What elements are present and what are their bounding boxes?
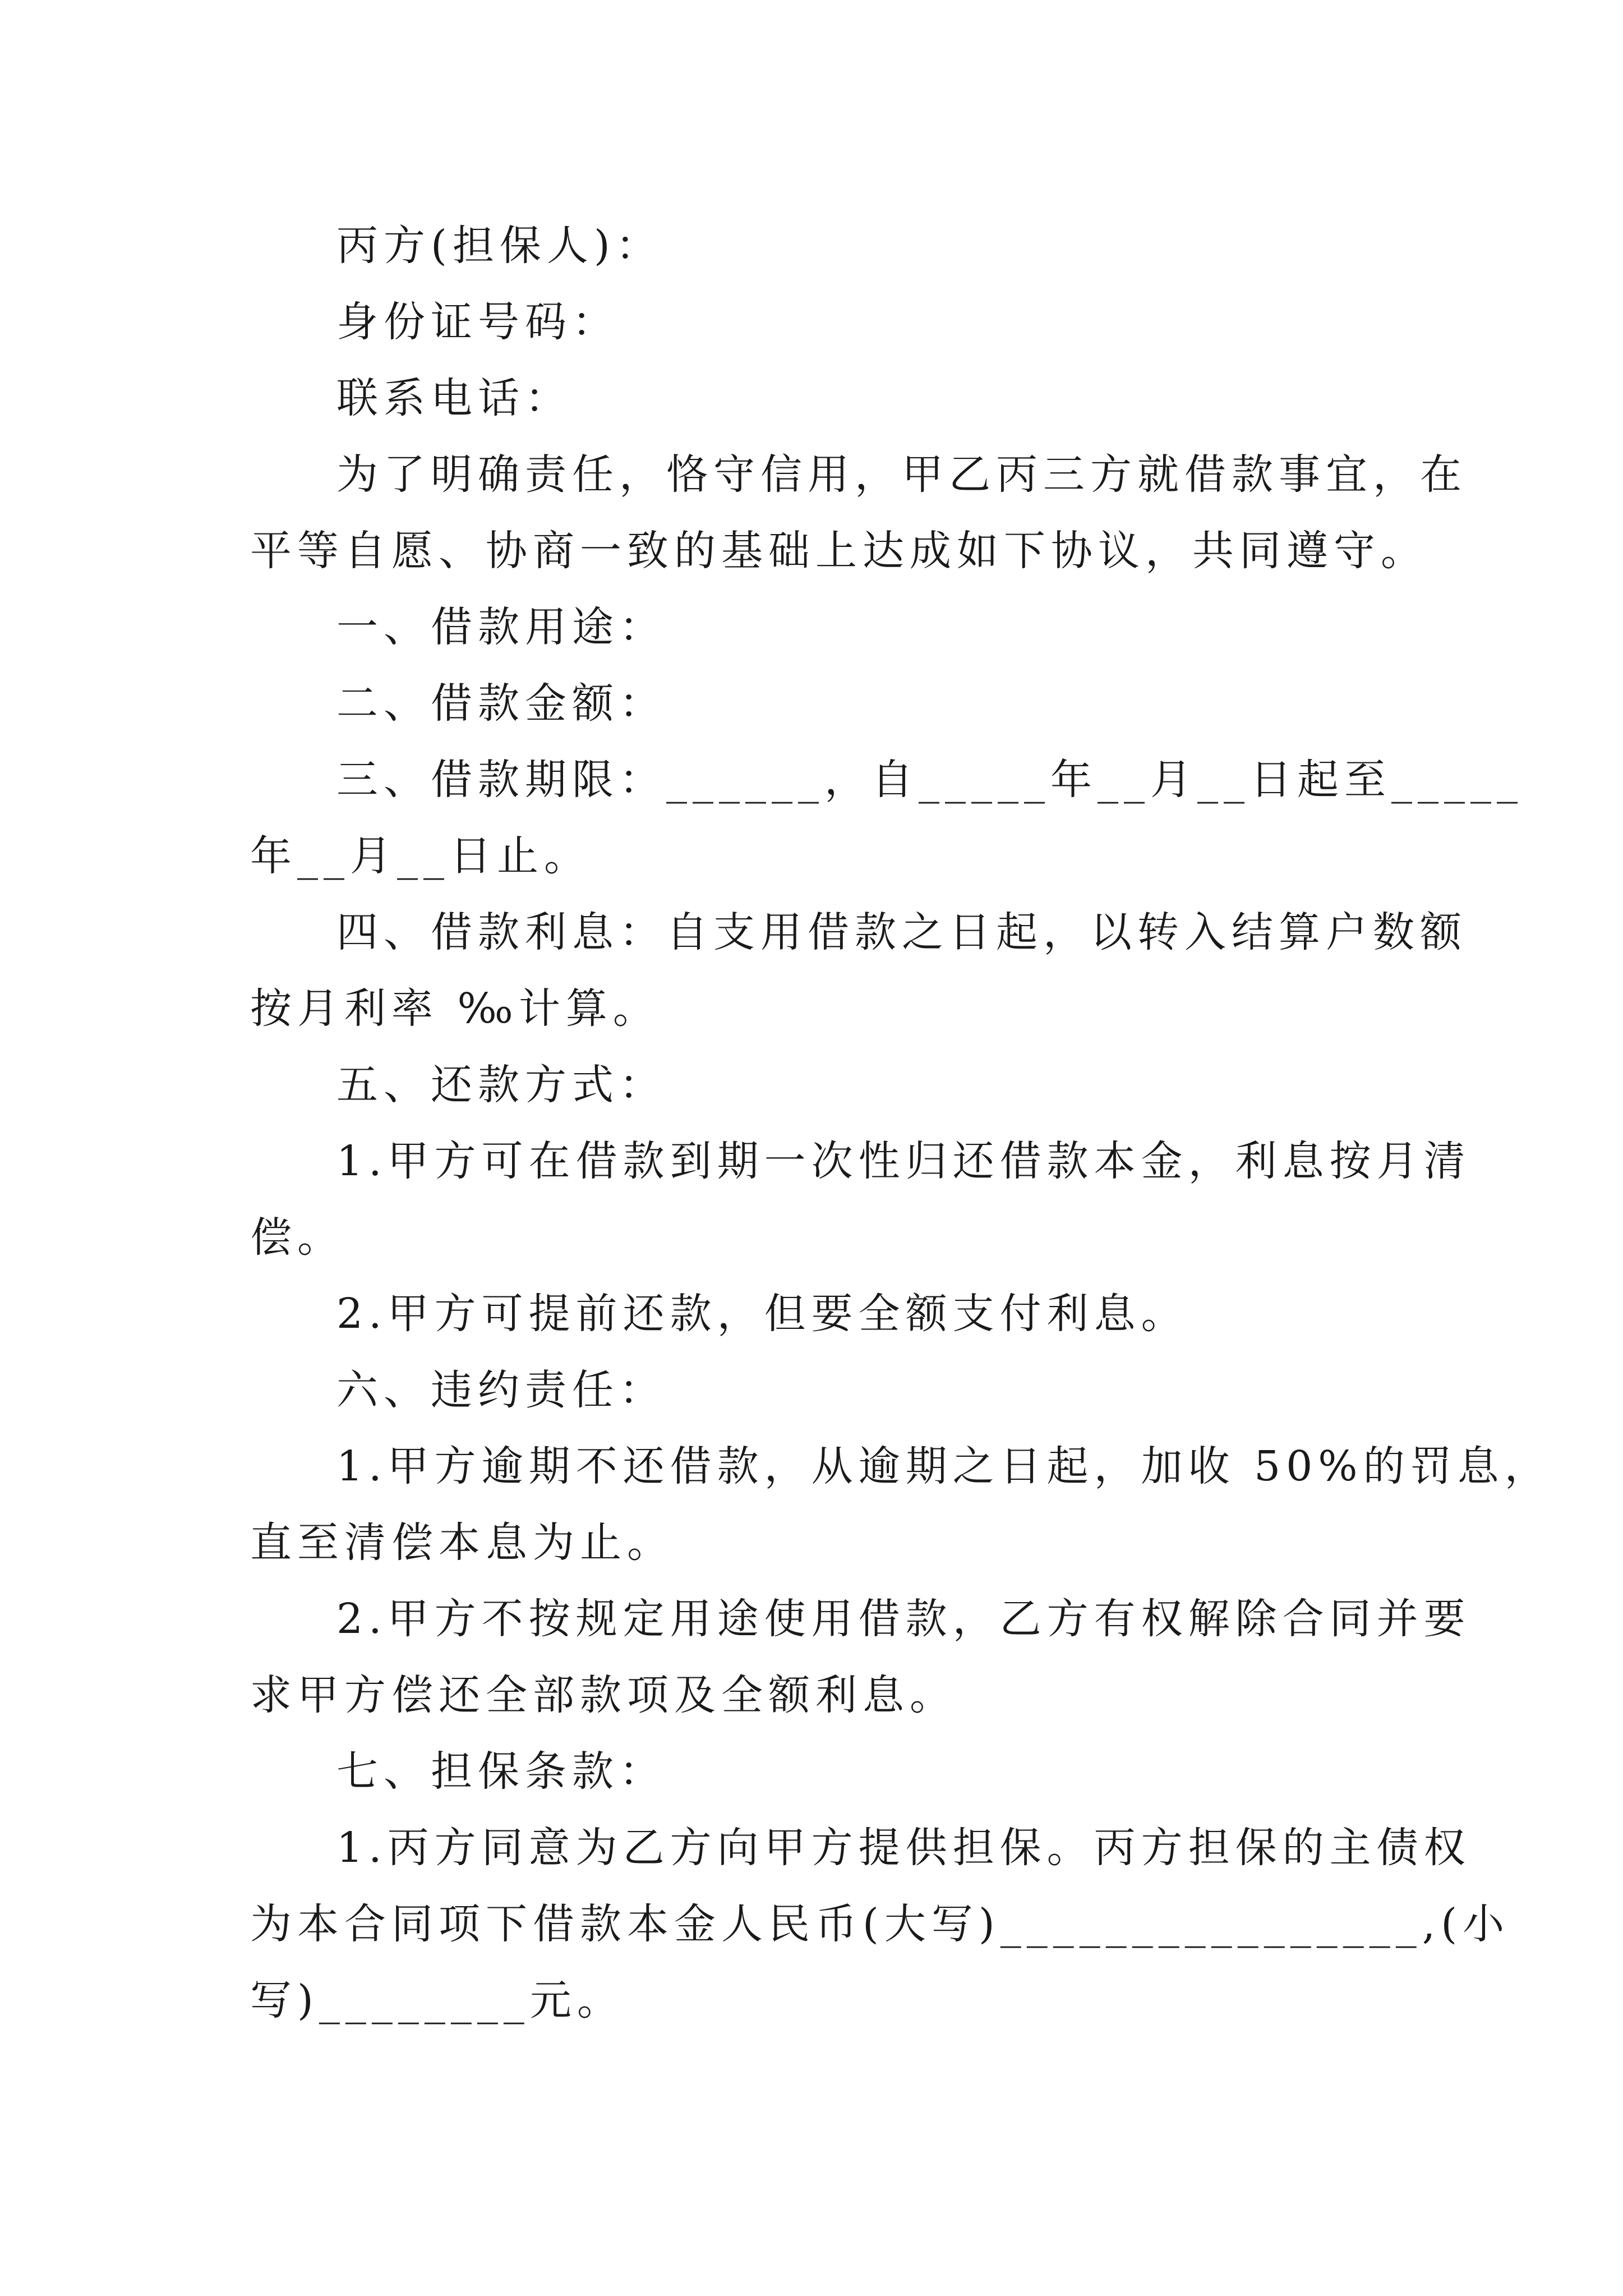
clause-text: 2.甲方不按规定用途使用借款，乙方有权解除合同并要 [336, 1595, 1471, 1643]
clause-text: 1.丙方同意为乙方向甲方提供担保。丙方担保的主债权 [336, 1824, 1471, 1872]
clause-heading: 七、担保条款： [336, 1747, 666, 1796]
preamble-line-2 [250, 513, 1428, 589]
preamble-text: 平等自愿、协商一致的基础上达成如下协议，共同遵守。 [250, 527, 1428, 575]
clause-4-interest-line-1 [250, 894, 1467, 970]
start-day-blank: __ [1197, 756, 1250, 804]
guarantor-label: 丙方(担保人)： [336, 222, 663, 270]
month-label: 月 [350, 832, 397, 880]
clause-text: ,(小 [1422, 1900, 1510, 1948]
guarantee-item-1-line-3 [250, 1962, 1389, 2039]
phone-label: 联系电话： [336, 374, 572, 422]
id-number-label: 身份证号码： [336, 298, 619, 346]
clause-1-purpose [250, 589, 1389, 665]
preamble-line-1 [250, 436, 1467, 513]
clause-text: 2.甲方可提前还款，但要全额支付利息。 [336, 1290, 1188, 1338]
clause-7-guarantee [250, 1733, 1389, 1810]
clause-text: 求甲方偿还全部款项及全额利息。 [250, 1671, 957, 1719]
clause-heading: 六、违约责任： [336, 1366, 666, 1414]
clause-text: 为本合同项下借款本金人民币(大写) [250, 1900, 1000, 1948]
liability-item-1-line-1 [250, 1428, 1552, 1504]
guarantor-line [250, 208, 1389, 284]
clause-heading: 五、还款方式： [336, 1061, 666, 1109]
clause-text: 1.甲方可在借款到期一次性归还借款本金，利息按月清 [336, 1137, 1471, 1185]
clause-text: 写) [250, 1976, 319, 2024]
clause-text: 偿。 [250, 1213, 344, 1262]
id-number-line [250, 284, 1389, 360]
liability-item-2-line-2 [250, 1657, 1389, 1733]
term-from-label: ，自 [824, 756, 919, 804]
day-to-label: 日起至 [1250, 756, 1391, 804]
clause-heading: 一、借款用途： [336, 603, 666, 651]
guarantee-item-1-line-2 [250, 1886, 1510, 1962]
document-body [250, 208, 1552, 2039]
day-end-label: 日止。 [450, 832, 591, 880]
clause-heading: 三、借款期限： [336, 756, 666, 804]
month-label: 月 [1150, 756, 1197, 804]
currency-unit: 元。 [529, 1976, 624, 2024]
end-month-blank: __ [297, 832, 350, 880]
repayment-item-2 [250, 1276, 1389, 1352]
clause-text: 按月利率 ‰计算。 [250, 984, 660, 1033]
start-month-blank: __ [1098, 756, 1150, 804]
preamble-text: 为了明确责任，恪守信用，甲乙丙三方就借款事宜，在 [336, 450, 1467, 499]
clause-4-interest-line-2 [250, 970, 1389, 1047]
liability-item-2-line-1 [250, 1581, 1471, 1657]
end-year-blank: _____ [1391, 756, 1523, 804]
guarantee-item-1-line-1 [250, 1810, 1471, 1886]
clause-6-liability [250, 1352, 1389, 1428]
phone-line [250, 360, 1389, 436]
year-label: 年 [1050, 756, 1098, 804]
repayment-item-1-line-2 [250, 1199, 1389, 1276]
clause-heading: 四、借款利息：自支用借款之日起，以转入结算户数额 [336, 908, 1467, 956]
clause-3-term-line-1 [250, 742, 1523, 818]
end-day-blank: __ [397, 832, 450, 880]
term-duration-blank: ______ [666, 756, 824, 804]
liability-item-1-line-2 [250, 1504, 1389, 1581]
amount-lowercase-blank: ________ [319, 1976, 530, 2024]
start-year-blank: _____ [919, 756, 1050, 804]
clause-text: 1.甲方逾期不还借款，从逾期之日起，加收 50%的罚息， [336, 1442, 1552, 1490]
year-label: 年 [250, 832, 297, 880]
clause-2-amount [250, 665, 1389, 742]
clause-5-repayment [250, 1047, 1389, 1123]
repayment-item-1-line-1 [250, 1123, 1471, 1199]
amount-uppercase-blank: ________________ [1000, 1900, 1422, 1948]
clause-heading: 二、借款金额： [336, 679, 666, 728]
clause-text: 直至清偿本息为止。 [250, 1519, 674, 1567]
clause-3-term-line-2 [250, 818, 1389, 894]
